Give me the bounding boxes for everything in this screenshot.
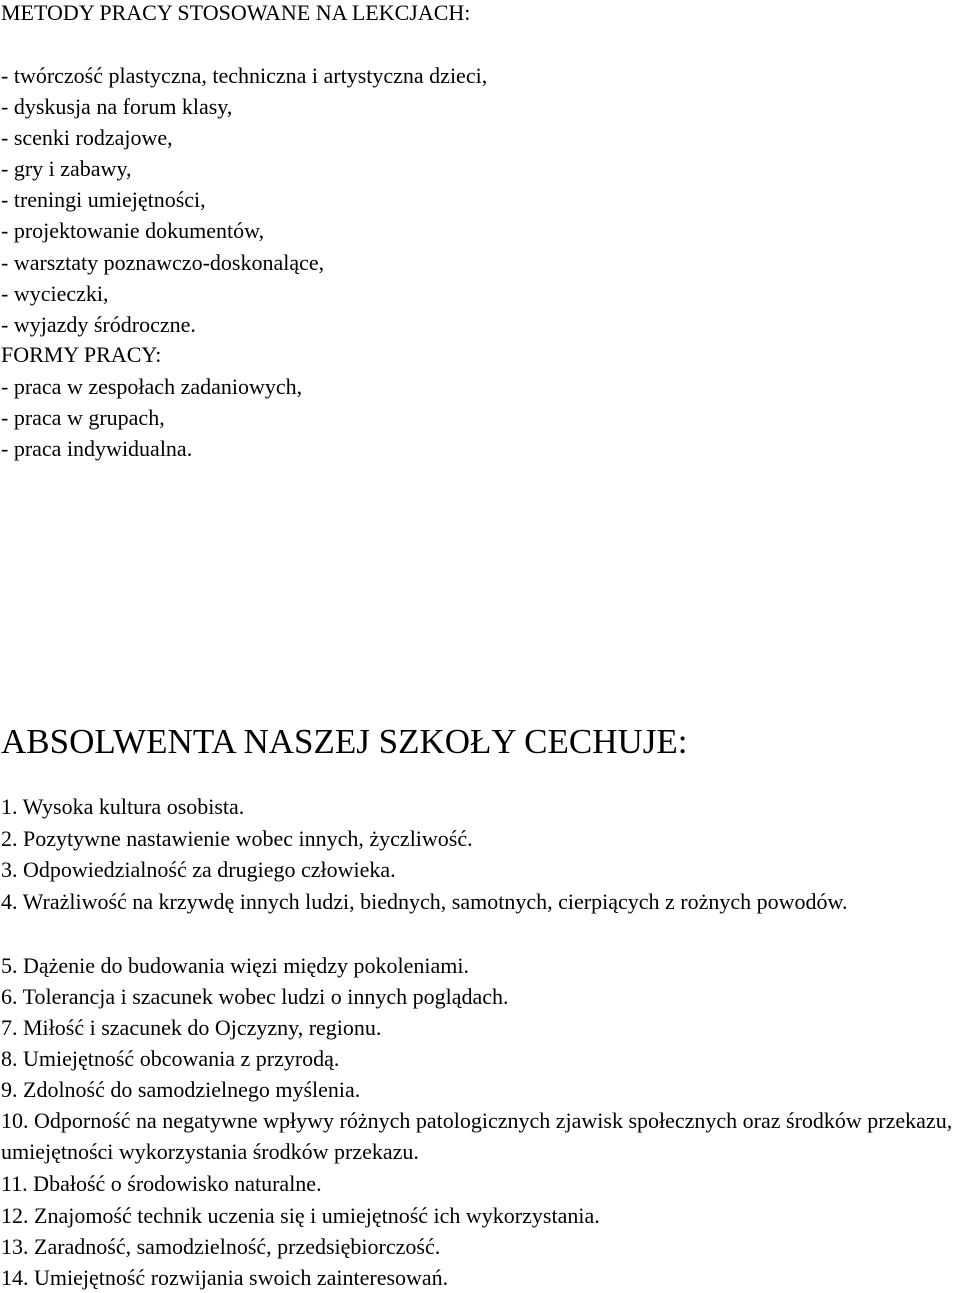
- graduate-item: 14. Umiejętność rozwijania swoich zainteresowań.: [1, 1265, 449, 1290]
- graduate-item: 7. Miłość i szacunek do Ojczyzny, regionu.: [1, 1015, 382, 1040]
- graduate-item: 1. Wysoka kultura osobista.: [1, 794, 245, 819]
- methods-item: - gry i zabawy,: [1, 156, 132, 181]
- methods-item: - treningi umiejętności,: [1, 187, 206, 212]
- graduate-item: 3. Odpowiedzialność za drugiego człowieka.: [1, 857, 396, 882]
- graduate-item: 13. Zaradność, samodzielność, przedsiębiorczość.: [1, 1234, 441, 1259]
- forms-item: - praca w grupach,: [1, 405, 165, 430]
- methods-item: - twórczość plastyczna, techniczna i artystyczna dzieci,: [1, 63, 488, 88]
- forms-item: - praca indywidualna.: [1, 436, 193, 461]
- graduate-item: 11. Dbałość o środowisko naturalne.: [1, 1171, 322, 1196]
- graduate-item: 2. Pozytywne nastawienie wobec innych, życzliwość.: [1, 826, 473, 851]
- graduate-heading: ABSOLWENTA NASZEJ SZKOŁY CECHUJE:: [1, 722, 688, 761]
- graduate-item: 4. Wrażliwość na krzywdę innych ludzi, biednych, samotnych, cierpiących z rożnych powodów.: [1, 889, 848, 914]
- graduate-item: 5. Dążenie do budowania więzi między pokoleniami.: [1, 953, 469, 978]
- methods-item: - warsztaty poznawczo-doskonalące,: [1, 250, 325, 275]
- methods-item: - wycieczki,: [1, 281, 109, 306]
- methods-heading: METODY PRACY STOSOWANE NA LEKCJACH:: [1, 0, 471, 25]
- graduate-item: 12. Znajomość technik uczenia się i umiejętność ich wykorzystania.: [1, 1203, 600, 1228]
- forms-heading: FORMY PRACY:: [1, 342, 162, 367]
- methods-item: - scenki rodzajowe,: [1, 125, 173, 150]
- graduate-item: 6. Tolerancja i szacunek wobec ludzi o innych poglądach.: [1, 984, 509, 1009]
- graduate-item: 10. Odporność na negatywne wpływy różnych patologicznych zjawisk społecznych oraz środków przekazu, umiejętności wykorzystania środków przekazu.: [1, 1108, 953, 1164]
- methods-item: - projektowanie dokumentów,: [1, 218, 265, 243]
- graduate-item: 8. Umiejętność obcowania z przyrodą.: [1, 1046, 340, 1071]
- forms-item: - praca w zespołach zadaniowych,: [1, 374, 303, 399]
- methods-item: - wyjazdy śródroczne.: [1, 312, 196, 337]
- methods-item: - dyskusja na forum klasy,: [1, 94, 233, 119]
- graduate-item: 9. Zdolność do samodzielnego myślenia.: [1, 1077, 361, 1102]
